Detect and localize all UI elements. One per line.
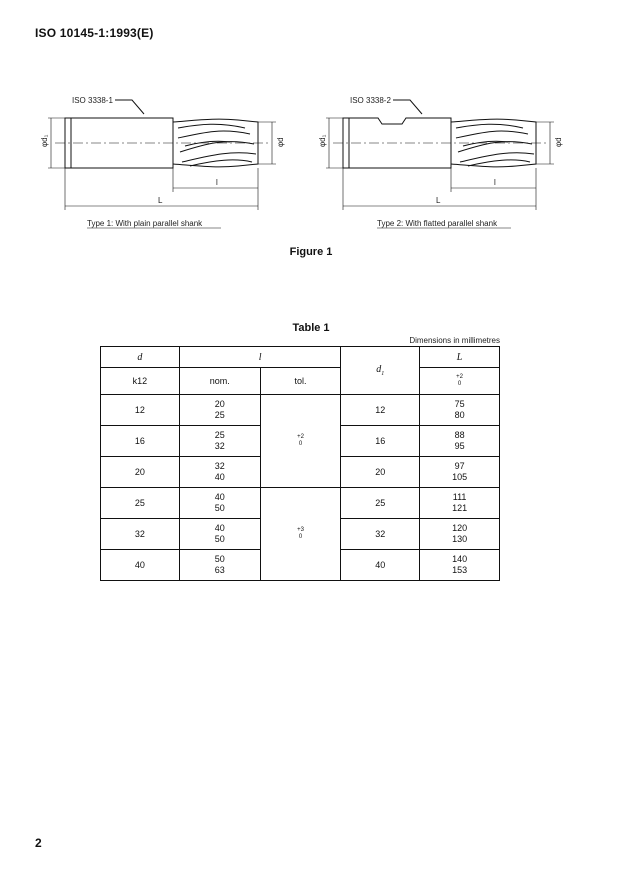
- type1-d-label: φd: [276, 137, 285, 147]
- cell-d: 16: [101, 426, 180, 457]
- type2-L-label: L: [436, 196, 441, 205]
- table-title: Table 1: [292, 322, 330, 334]
- type2-cutter-drawing: [326, 96, 554, 210]
- cell-L: 120 130: [420, 519, 500, 550]
- table-row: [101, 550, 500, 581]
- cell-L: 75 80: [420, 395, 500, 426]
- cell-d: 25: [101, 488, 180, 519]
- cell-l-tol: [260, 395, 341, 426]
- cell-l-nom: 25 32: [179, 426, 260, 457]
- header-L-tolerance: +2 0: [420, 368, 500, 395]
- table-row: [101, 519, 500, 550]
- units-note: Dimensions in millimetres: [409, 336, 500, 345]
- header-d1: $d_1$: [341, 347, 420, 395]
- table-row: [101, 426, 500, 457]
- header-k12: k12: [101, 368, 180, 395]
- cell-L: 88 95: [420, 426, 500, 457]
- type2-caption: Type 2: With flatted parallel shank: [377, 219, 498, 228]
- cell-l-tol: [260, 488, 341, 519]
- header-tol: tol.: [260, 368, 341, 395]
- header-d: d: [101, 347, 180, 368]
- type1-caption: Type 1: With plain parallel shank: [87, 219, 203, 228]
- cell-d: 40: [101, 550, 180, 581]
- type1-cutter-drawing: [48, 96, 276, 210]
- table-row: [101, 395, 500, 426]
- type2-d1-label: φd₁: [318, 134, 327, 147]
- header-nom: nom.: [179, 368, 260, 395]
- page-number: 2: [35, 836, 42, 850]
- table-row: [101, 457, 500, 488]
- cell-d1: 25: [341, 488, 420, 519]
- type1-ref-label: ISO 3338-1: [72, 96, 113, 105]
- cell-l-nom: 32 40: [179, 457, 260, 488]
- cell-L: 97 105: [420, 457, 500, 488]
- cell-d: 32: [101, 519, 180, 550]
- cell-d1: 12: [341, 395, 420, 426]
- table-row: [101, 488, 500, 519]
- cell-l-tol: [260, 550, 341, 581]
- cell-L: 140 153: [420, 550, 500, 581]
- type2-l-label: l: [494, 178, 496, 187]
- dimensions-table: [100, 346, 500, 581]
- table-subheader-row: [101, 368, 500, 395]
- type1-l-label: l: [216, 178, 218, 187]
- cell-L: 111 121: [420, 488, 500, 519]
- type2-d-label: φd: [554, 137, 563, 147]
- type1-L-label: L: [158, 196, 163, 205]
- cell-d1: 16: [341, 426, 420, 457]
- cell-l-tol-group-2: +3 0: [260, 519, 341, 550]
- cell-l-tol-group-1: +2 0: [260, 426, 341, 457]
- cell-d1: 20: [341, 457, 420, 488]
- cell-d: 12: [101, 395, 180, 426]
- header-l: l: [179, 347, 341, 368]
- cell-d1: 40: [341, 550, 420, 581]
- figure-title: Figure 1: [289, 246, 333, 258]
- header-L: L: [420, 347, 500, 368]
- cell-l-nom: 40 50: [179, 488, 260, 519]
- table-header-row: [101, 347, 500, 368]
- type2-ref-label: ISO 3338-2: [350, 96, 391, 105]
- cell-l-nom: 50 63: [179, 550, 260, 581]
- document-header: ISO 10145-1:1993(E): [35, 26, 154, 40]
- cell-l-nom: 20 25: [179, 395, 260, 426]
- cell-l-nom: 40 50: [179, 519, 260, 550]
- type1-d1-label: φd₁: [40, 134, 49, 147]
- cell-d1: 32: [341, 519, 420, 550]
- cell-d: 20: [101, 457, 180, 488]
- figure-1-drawing: [40, 88, 563, 238]
- cell-l-tol: [260, 457, 341, 488]
